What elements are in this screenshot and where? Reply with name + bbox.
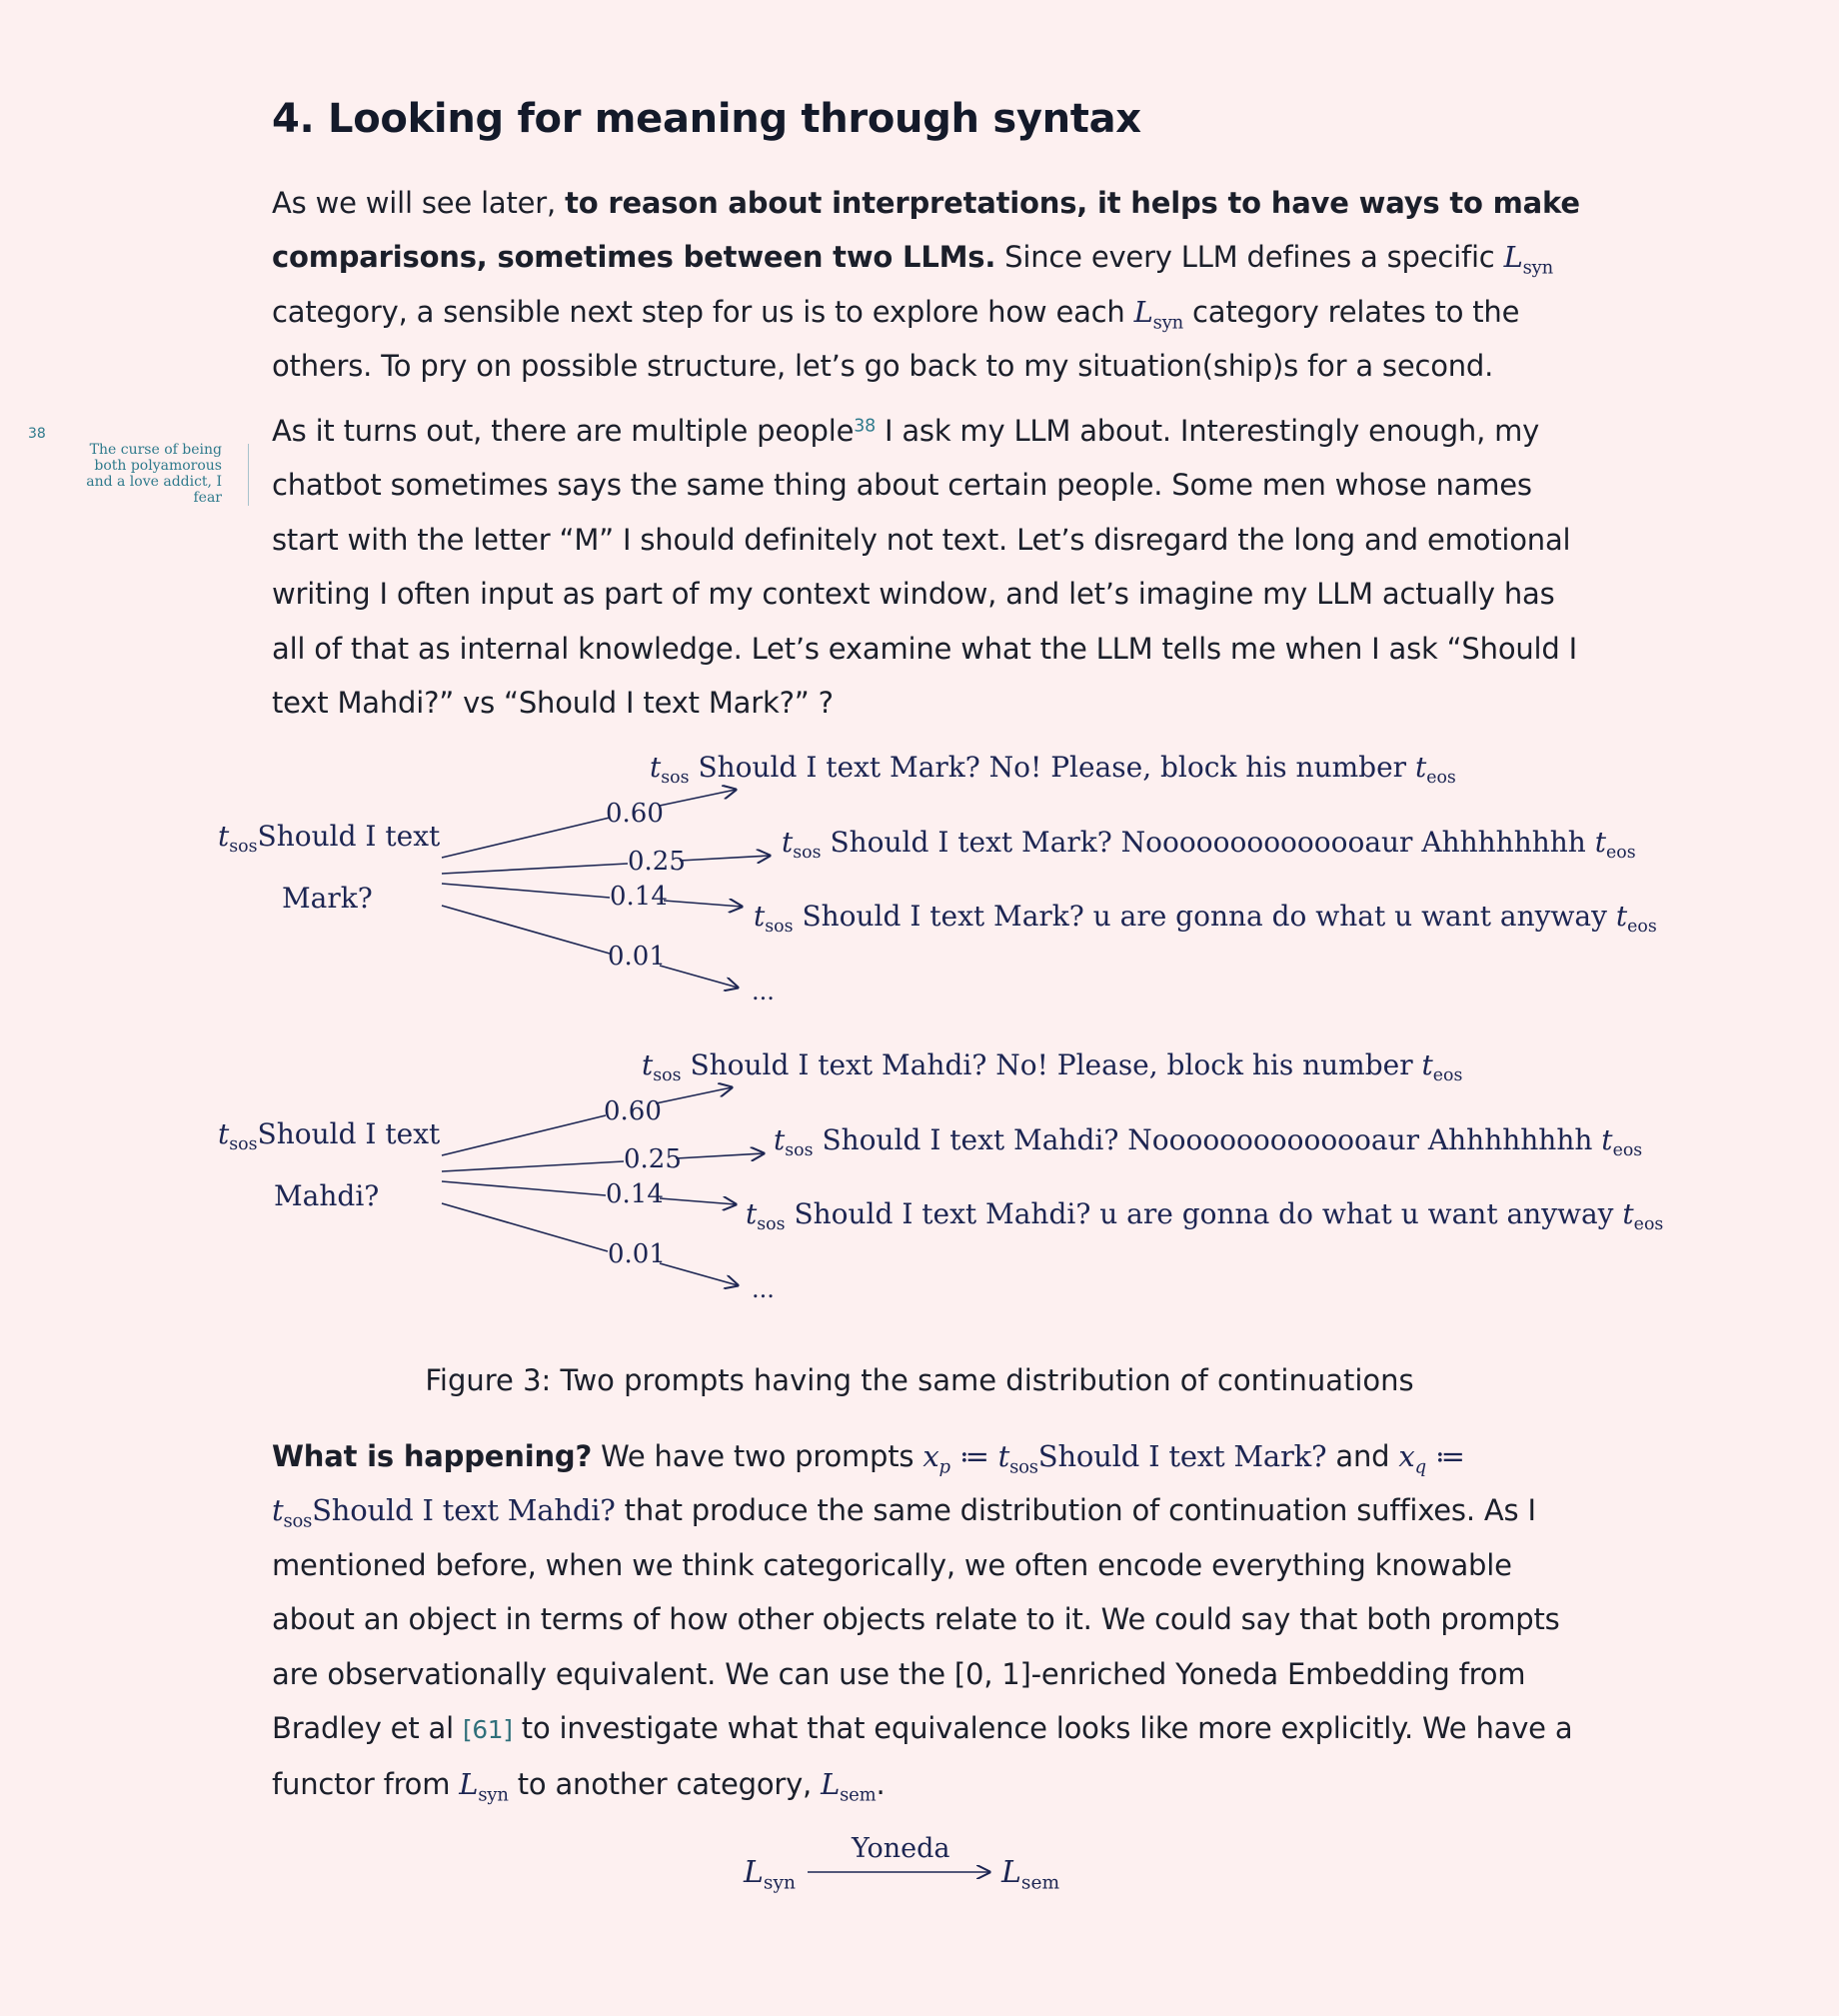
para2-text-2: I ask my LLM about. Interestingly enough, my chatbot sometimes says the same thing about certain people. Some men whose names start with the letter “M” I should definitely not text. Let’s disregard the long and emotional writing I often input as part of my context window, and let’s imagine my LLM actually has all of that as internal knowledge. Let’s examine what the LLM tells me when I ask “Should I text Mahdi?” vs “Should I text Mark?” ? [272,414,1577,721]
x-p-definition: $x_p$ ≔ $t_{sos}Should$ I text Mark? [922,1439,1327,1478]
tree2-continuation-c: $t_{sos}$ Should I text Mahdi? u are gonna do what u want anyway $t_{eos}$ [746,1197,1664,1235]
para3-text-3: that produce the same distribution of continuation suffixes. As I mentioned before, when we think categorically, we often encode everything knowable about an object in terms of how other objects relate to it. We could say that both prompts are observationally equivalent. We can use the [0, 1]-enriched Yoneda Embedding from Bradley et al [272,1493,1560,1746]
para1-text-3: category, a sensible next step for us is to explore how each [272,294,1134,329]
para3-text-4: to investigate what that equivalence looks like more explicitly. We have a functor from [272,1711,1573,1802]
tree2-prob-a: 0.60 [604,1096,662,1126]
branch-line-1-d [442,906,610,954]
tree1-continuation-b: $t_{sos}$ Should I text Mark? Noooooooooooooaur Ahhhhhhhh $t_{eos}$ [782,826,1636,864]
l-syn-symbol: $L_{syn}$ [459,1767,509,1806]
tree2-continuation-b: $t_{sos}$ Should I text Mahdi? Noooooooooooooaur Ahhhhhhhh $t_{eos}$ [774,1123,1643,1161]
para1-text-4: category relates to the others. To pry on possible structure, let’s go back to my situation(ship)s for a second. [272,294,1520,384]
branch-line-1-c [442,884,610,898]
branch-line-2-b [442,1161,624,1171]
tree2-continuation-a: $t_{sos}$ Should I text Mahdi? No! Please, block his number $t_{eos}$ [642,1048,1463,1086]
tree1-continuation-d: ... [752,978,775,1006]
para3-bold: What is happening? [272,1439,593,1473]
para3-text-5: to another category, [508,1767,822,1802]
para3-text-1: We have two prompts [592,1439,923,1473]
branch-arrow-1-a [660,790,736,806]
branch-arrow-1-d [660,966,738,988]
branch-arrow-2-c [660,1198,736,1204]
para2-text-1: As it turns out, there are multiple people [272,414,855,448]
branch-arrow-2-d [660,1263,738,1285]
diagram-arrow-label: Yoneda [852,1833,950,1864]
margin-note: The curse of being both polyamorous and a love addict, I fear [86,442,222,506]
section-heading: 4. Looking for meaning through syntax [272,96,1141,142]
tree2-root-line1: $t_{sos}Should$ I text [218,1117,441,1155]
branch-arrow-2-b [676,1153,764,1158]
tree2-prob-d: 0.01 [608,1239,666,1269]
tree2-prob-c: 0.14 [606,1179,664,1209]
branch-arrow-2-a [656,1087,732,1103]
tree1-prob-c: 0.14 [610,882,668,912]
margin-note-number: 38 [28,426,46,442]
figure-caption: Figure 3: Two prompts having the same distribution of continuations [425,1363,1414,1397]
tree1-root-line2: Mark? [282,882,373,915]
branch-line-2-a [442,1115,606,1155]
l-syn-symbol: $L_{syn}$ [1503,240,1553,279]
paragraph-what-is-happening [272,1429,1591,1812]
branch-line-2-d [442,1203,608,1251]
para1-text-2: Since every LLM defines a specific [995,240,1504,275]
tree2-prob-b: 0.25 [624,1144,682,1174]
diagram-source-l-syn: $L_{syn}$ [744,1855,796,1894]
l-syn-symbol: $L_{syn}$ [1133,294,1184,334]
tree1-prob-d: 0.01 [608,942,666,972]
branch-arrow-1-c [664,901,742,907]
citation-link[interactable]: [61] [462,1715,513,1745]
tree1-continuation-c: $t_{sos}$ Should I text Mark? u are gonna do what u want anyway $t_{eos}$ [754,900,1657,938]
tree1-continuation-a: $t_{sos}$ Should I text Mark? No! Please, block his number $t_{eos}$ [650,751,1456,789]
para3-text-6: . [876,1767,886,1802]
branch-line-2-c [442,1181,606,1195]
tree1-root-line1: $t_{sos}Should$ I text [218,820,441,858]
branch-line-1-a [442,818,610,858]
para1-text-1: As we will see later, [272,186,566,220]
tree1-prob-a: 0.60 [606,799,664,829]
diagram-target-l-sem: $L_{sem}$ [1001,1855,1060,1894]
branch-arrow-1-b [680,856,770,861]
tree1-prob-b: 0.25 [628,847,686,877]
para1-bold: to reason about interpretations, it helps to have ways to make comparisons, sometimes between two LLMs. [272,186,1580,275]
tree2-root-line2: Mahdi? [274,1179,380,1212]
footnote-ref[interactable]: 38 [854,416,876,437]
para3-text-2: and [1326,1439,1399,1473]
x-q-definition: $x_q$ ≔ $t_{sos}Should$ I text Mahdi? [272,1439,1465,1532]
l-sem-symbol: $L_{sem}$ [821,1767,877,1806]
tree2-continuation-d: ... [752,1275,775,1303]
branch-line-1-b [442,864,628,874]
